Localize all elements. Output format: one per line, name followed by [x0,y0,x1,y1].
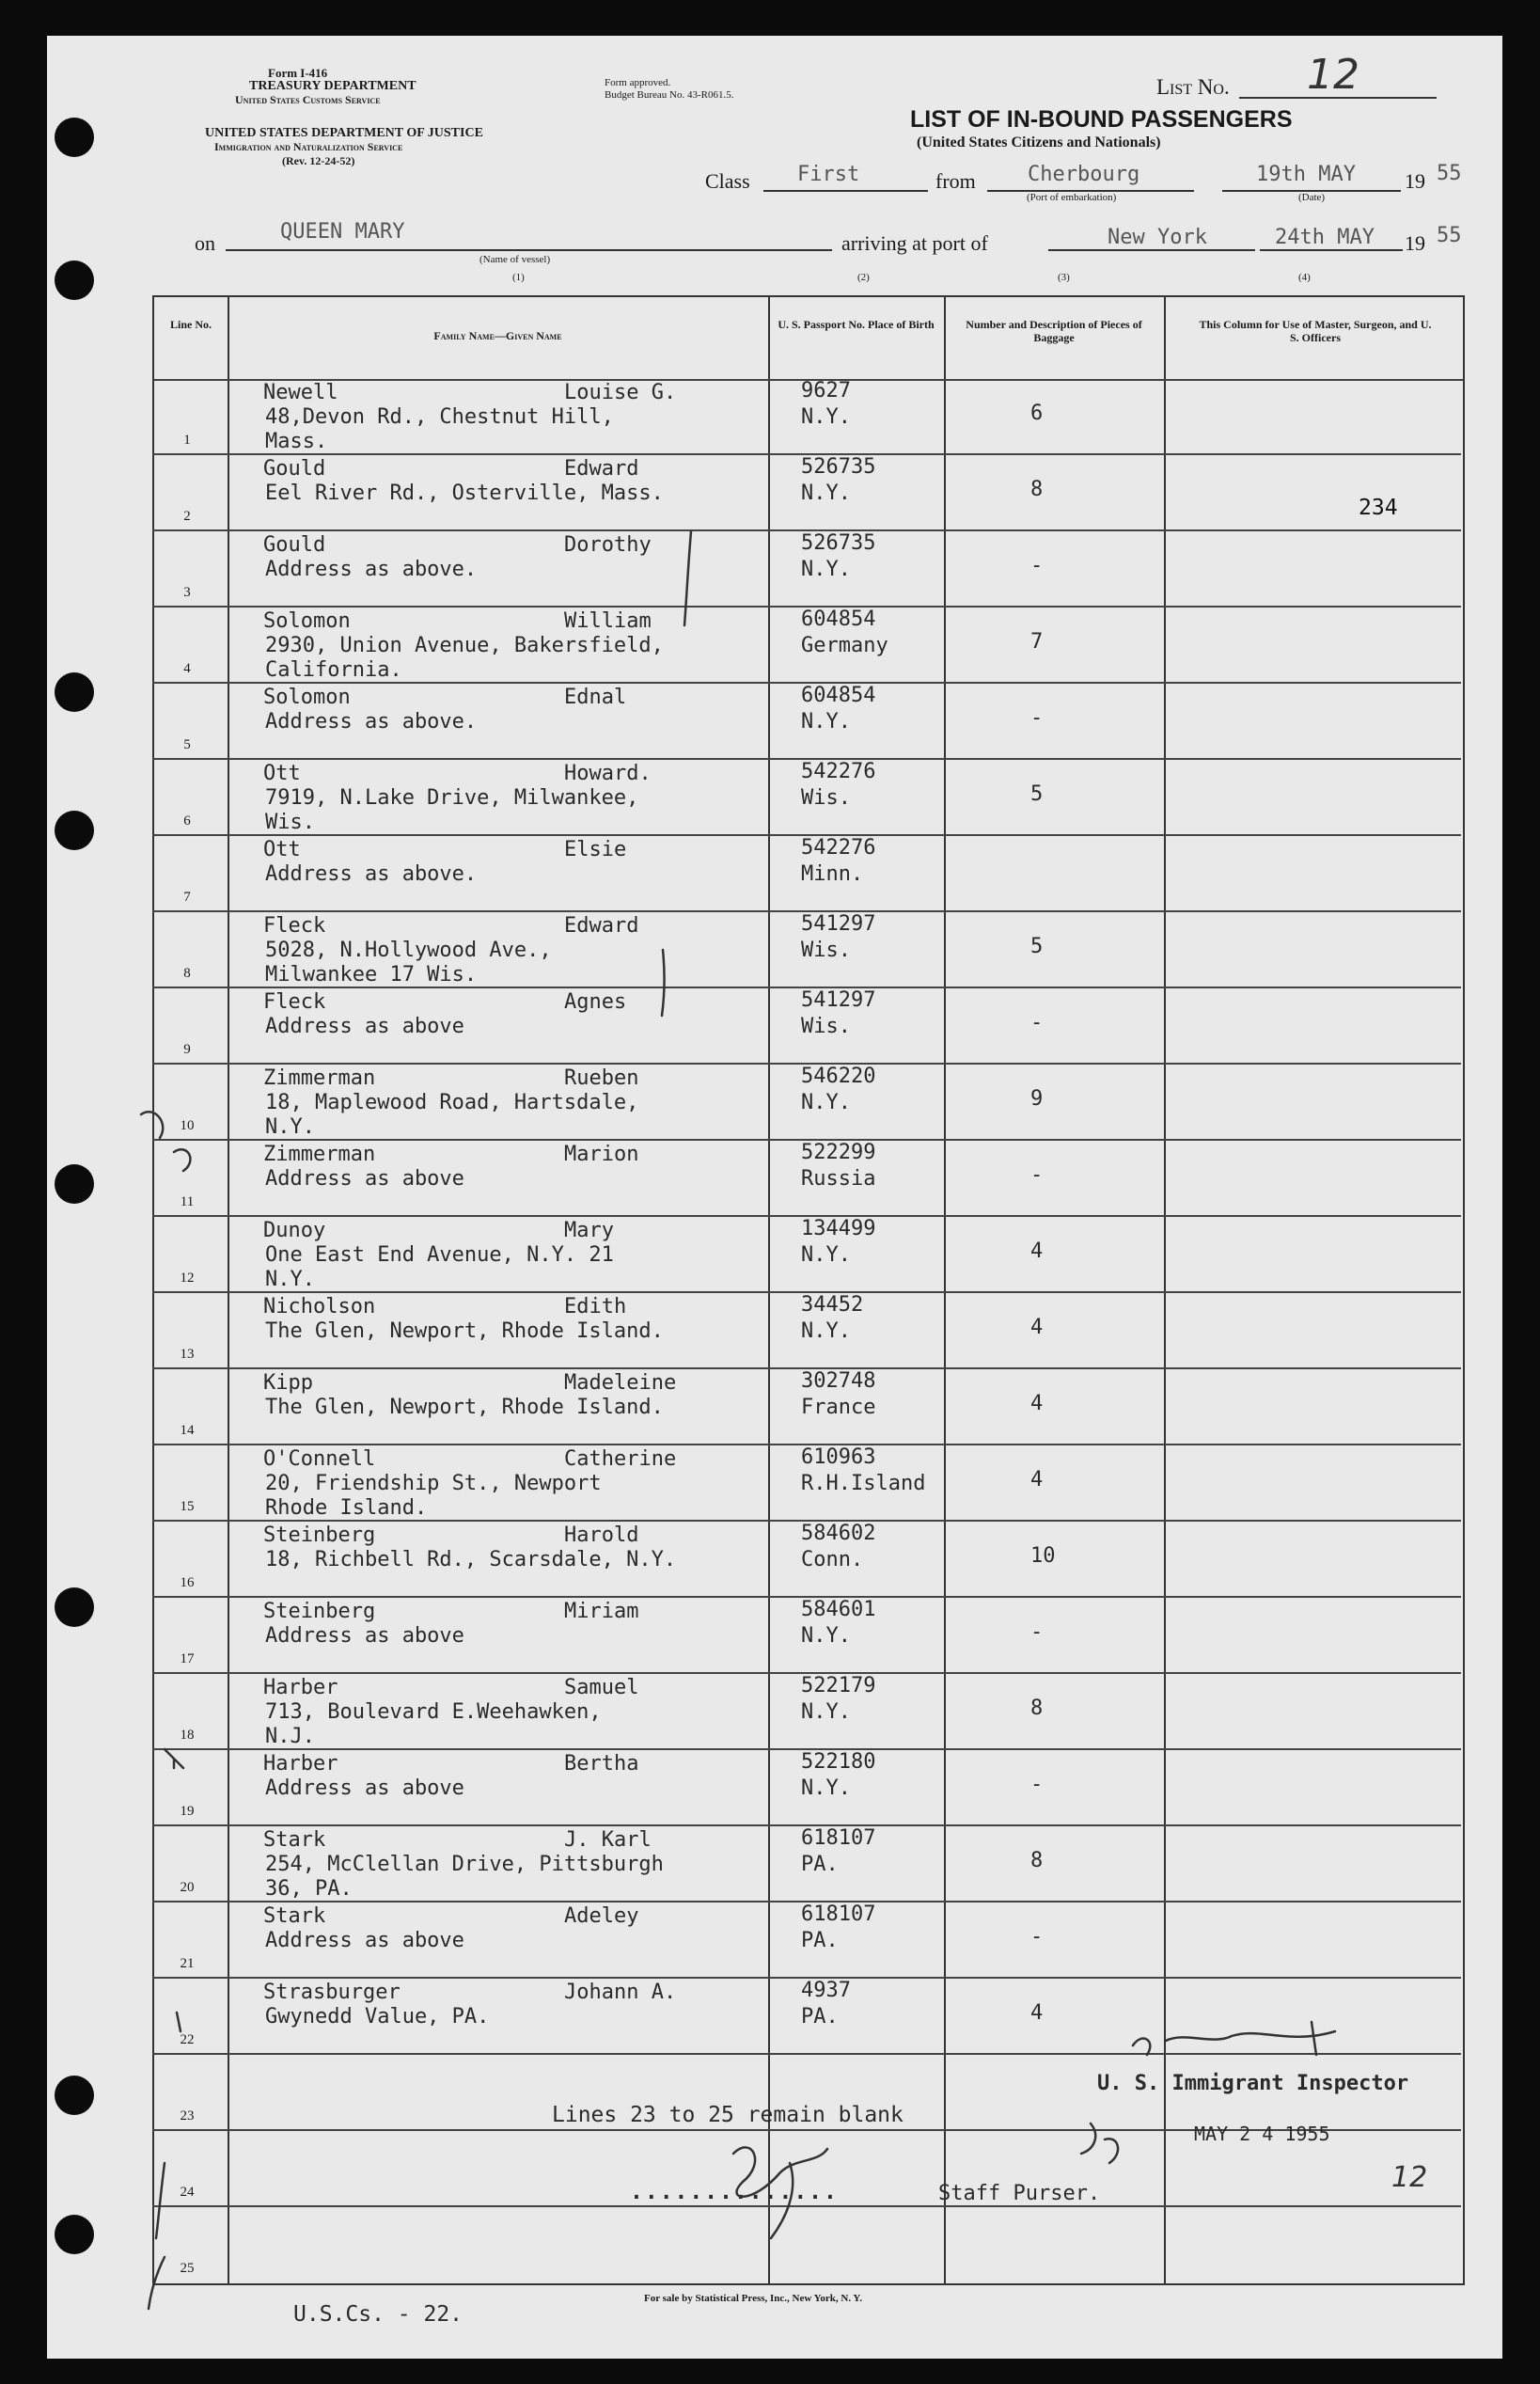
address-line-1: Gwynedd Value, PA. [265,2005,490,2029]
column-1: (1) [512,272,525,283]
check-mark [684,531,691,625]
given-name: Edward [564,914,639,938]
inspector-initials [1081,2123,1118,2163]
column-4: (4) [1298,272,1311,283]
year-value: 55 [1437,162,1462,185]
column-3: (3) [1058,272,1070,283]
line-number: 6 [183,813,191,829]
margin-tick [177,2013,181,2031]
address-line-1: 5028, N.Hollywood Ave., [265,939,552,962]
arrival-port: New York [1108,226,1207,249]
justice-department: UNITED STATES DEPARTMENT OF JUSTICE [205,126,483,140]
place-of-birth: Russia [801,1167,876,1191]
place-of-birth: N.Y. [801,558,851,581]
baggage-count: 4 [1030,1392,1044,1415]
address-line-2: Mass. [265,430,328,453]
revision: (Rev. 12-24-52) [282,154,355,167]
passport-number: 618107 [801,1826,876,1850]
baggage-count: 5 [1030,782,1044,806]
passport-number: 584602 [801,1522,876,1545]
line-number: 17 [180,1651,195,1666]
address-line-1: Address as above [265,1624,464,1648]
family-name: Steinberg [263,1524,376,1547]
treasury-department: TREASURY DEPARTMENT [249,79,416,93]
family-name: Fleck [263,990,326,1014]
passport-number: 542276 [801,836,876,860]
passport-number: 302748 [801,1369,876,1393]
address-line-1: 48,Devon Rd., Chestnut Hill, [265,405,614,429]
line-number: 21 [180,1956,195,1971]
place-of-birth: N.Y. [801,405,851,429]
given-name: Madeleine [564,1371,677,1395]
family-name: Gould [263,457,326,481]
address-line-1: 2930, Union Avenue, Bakersfield, [265,634,664,657]
margin-note [141,1112,190,1171]
year-prefix: 19 [1405,169,1425,193]
printer-credit: For sale by Statistical Press, Inc., New York, N. Y. [644,2293,863,2304]
family-name: Zimmerman [263,1066,376,1090]
address-line-1: Address as above [265,1167,464,1191]
form-subtitle: (United States Citizens and Nationals) [917,134,1161,150]
place-of-birth: N.Y. [801,1624,851,1648]
family-name: Fleck [263,914,326,938]
family-name: Strasburger [263,1981,401,2004]
address-line-2: Milwankee 17 Wis. [265,963,478,987]
family-name: Ott [263,838,301,861]
passport-number: 4937 [801,1979,851,2002]
form-approved: Form approved. [605,77,671,88]
baggage-count: - [1030,554,1044,577]
line-number: 14 [180,1423,195,1438]
given-name: Samuel [564,1676,639,1699]
address-line-1: Address as above. [265,710,478,734]
place-of-birth: N.Y. [801,1700,851,1724]
budget-bureau: Budget Bureau No. 43-R061.5. [605,89,734,101]
passport-number: 526735 [801,531,876,555]
place-of-birth: N.Y. [801,1319,851,1343]
place-of-birth: N.Y. [801,710,851,734]
remain-blank-note: Lines 23 to 25 remain blank [552,2103,904,2127]
port-label: (Port of embarkation) [1027,192,1117,203]
baggage-count: - [1030,1773,1044,1796]
place-of-birth: R.H.Island [801,1472,926,1495]
passport-number: 546220 [801,1065,876,1088]
passport-number: 522180 [801,1750,876,1774]
given-name: Adeley [564,1904,639,1928]
family-name: Newell [263,381,338,404]
given-name: Marion [564,1143,639,1166]
line-number: 15 [180,1499,195,1514]
line-number: 1 [183,433,191,448]
place-of-birth: Wis. [801,786,851,810]
given-name: Miriam [564,1600,639,1623]
address-line-2: Wis. [265,811,315,834]
passport-number: 610963 [801,1445,876,1469]
place-of-birth: PA. [801,1929,839,1952]
line-number: 7 [183,890,191,905]
given-name: Elsie [564,838,627,861]
family-name: O'Connell [263,1447,376,1471]
passport-number: 541297 [801,912,876,936]
baggage-count: 8 [1030,478,1044,501]
baggage-count: 4 [1030,1239,1044,1263]
arriving-label: arriving at port of [841,231,988,255]
line-number: 20 [180,1880,195,1895]
purser-label: Staff Purser. [938,2182,1101,2205]
purser-dots: .............. [630,2180,839,2204]
place-of-birth: N.Y. [801,1091,851,1114]
address-line-1: 713, Boulevard E.Weehawken, [265,1700,602,1724]
given-name: Mary [564,1219,614,1242]
place-of-birth: Wis. [801,939,851,962]
header-passport: U. S. Passport No. Place of Birth [778,318,935,331]
address-line-1: 18, Richbell Rd., Scarsdale, N.Y. [265,1548,677,1571]
given-name: William [564,609,652,633]
header-line-no: Line No. [169,318,212,331]
list-no-value: 12 [1307,51,1359,99]
line-number: 16 [180,1575,195,1590]
vessel-label: (Name of vessel) [479,254,551,265]
baggage-count: - [1030,1163,1044,1187]
place-of-birth: N.Y. [801,1243,851,1267]
margin-mark [149,2163,165,2309]
address-line-1: 7919, N.Lake Drive, Milwankee, [265,786,639,810]
family-name: Stark [263,1904,326,1928]
immigration-service: Immigration and Naturalization Service [214,140,403,153]
place-of-birth: Germany [801,634,888,657]
given-name: Ednal [564,686,627,709]
baggage-count: - [1030,1011,1044,1034]
line-number: 25 [180,2261,195,2276]
given-name: Bertha [564,1752,639,1776]
family-name: Zimmerman [263,1143,376,1166]
passport-number: 522179 [801,1674,876,1697]
baggage-count: 6 [1030,402,1044,425]
given-name: Johann A. [564,1981,677,2004]
place-of-birth: N.Y. [801,1776,851,1800]
on-label: on [195,231,215,255]
line-number: 3 [183,585,191,600]
place-of-birth: Wis. [801,1015,851,1038]
given-name: Catherine [564,1447,677,1471]
arrival-date: 24th MAY [1275,226,1375,249]
family-name: Kipp [263,1371,313,1395]
address-line-1: Address as above [265,1015,464,1038]
address-line-2: Rhode Island. [265,1496,428,1520]
baggage-count: 4 [1030,2001,1044,2025]
passport-number: 542276 [801,760,876,783]
address-line-2: N.Y. [265,1115,315,1139]
officer-note: 234 [1359,496,1398,520]
baggage-count: 8 [1030,1697,1044,1720]
line-number: 19 [180,1804,195,1819]
family-name: Ott [263,762,301,785]
given-name: Edward [564,457,639,481]
address-line-1: 254, McClellan Drive, Pittsburgh [265,1853,664,1876]
check-mark [662,950,665,1016]
address-line-1: 18, Maplewood Road, Hartsdale, [265,1091,639,1114]
family-name: Dunoy [263,1219,326,1242]
given-name: Howard. [564,762,652,785]
customs-service: United States Customs Service [235,93,381,106]
address-line-2: 36, PA. [265,1877,353,1901]
family-name: Gould [263,533,326,557]
address-line-1: Address as above. [265,558,478,581]
column-2: (2) [857,272,870,283]
form-code: U.S.Cs. - 22. [293,2302,464,2327]
given-name: Dorothy [564,533,652,557]
from-label: from [935,169,976,193]
address-line-1: Address as above. [265,862,478,886]
passport-number: 604854 [801,684,876,707]
line-number: 18 [180,1728,195,1743]
given-name: J. Karl [564,1828,652,1852]
class-label: Class [705,169,750,193]
baggage-count: - [1030,706,1044,730]
family-name: Solomon [263,686,351,709]
place-of-birth: N.Y. [801,482,851,505]
form-title: LIST OF IN-BOUND PASSENGERS [910,106,1293,133]
line-number: 12 [180,1271,195,1286]
given-name: Edith [564,1295,627,1318]
arrival-year: 55 [1437,224,1462,247]
family-name: Solomon [263,609,351,633]
handwritten-list-no: 12 [1391,2161,1428,2194]
address-line-1: Eel River Rd., Osterville, Mass. [265,482,664,505]
baggage-count: 9 [1030,1087,1044,1111]
departure-date: 19th MAY [1256,163,1356,186]
family-name: Harber [263,1752,338,1776]
given-name: Agnes [564,990,627,1014]
header-baggage: Number and Description of Pieces of Baggage [966,318,1142,344]
passport-number: 9627 [801,379,851,403]
line-number: 23 [180,2108,195,2123]
address-line-1: Address as above [265,1929,464,1952]
line-number: 9 [183,1042,191,1057]
address-line-1: 20, Friendship St., Newport [265,1472,602,1495]
address-line-1: The Glen, Newport, Rhode Island. [265,1319,664,1343]
baggage-count: 8 [1030,1849,1044,1872]
address-line-2: N.Y. [265,1268,315,1291]
margin-cross [165,1749,183,1768]
line-number: 13 [180,1347,195,1362]
passport-number: 618107 [801,1902,876,1926]
class-value: First [797,163,860,186]
passport-number: 604854 [801,608,876,631]
header-officers: This Column for Use of Master, Surgeon, and U. S. Officers [1199,318,1432,344]
passport-number: 584601 [801,1598,876,1621]
family-name: Nicholson [263,1295,376,1318]
family-name: Harber [263,1676,338,1699]
line-number: 8 [183,966,191,981]
form-number: Form I-416 [268,66,328,80]
vessel-name: QUEEN MARY [280,220,405,244]
line-number: 4 [183,661,191,676]
inspector-signature [1133,2022,1335,2055]
place-of-birth: Conn. [801,1548,864,1571]
baggage-count: - [1030,1925,1044,1949]
address-line-2: N.J. [265,1725,315,1748]
arrival-year-prefix: 19 [1405,231,1425,255]
family-name: Steinberg [263,1600,376,1623]
place-of-birth: PA. [801,1853,839,1876]
baggage-count: 7 [1030,630,1044,654]
list-no-label: List No. [1156,75,1230,99]
line-number: 5 [183,737,191,752]
address-line-2: California. [265,658,402,682]
address-line-1: One East End Avenue, N.Y. 21 [265,1243,614,1267]
given-name: Louise G. [564,381,677,404]
line-number: 10 [180,1118,195,1133]
baggage-count: 4 [1030,1468,1044,1492]
baggage-count: 5 [1030,935,1044,958]
baggage-count: 10 [1030,1544,1056,1568]
inspector-label: U. S. Immigrant Inspector [1097,2072,1409,2095]
given-name: Harold [564,1524,639,1547]
purser-signature [733,2147,827,2238]
from-value: Cherbourg [1028,163,1140,186]
line-number: 11 [180,1194,195,1209]
baggage-count: 4 [1030,1316,1044,1339]
line-number: 24 [180,2185,195,2200]
passport-number: 134499 [801,1217,876,1240]
place-of-birth: PA. [801,2005,839,2029]
line-number: 2 [183,509,191,524]
given-name: Rueben [564,1066,639,1090]
header-name: Family Name—Given Name [433,329,562,342]
place-of-birth: Minn. [801,862,864,886]
date-label: (Date) [1298,192,1326,203]
passport-number: 541297 [801,988,876,1012]
address-line-1: Address as above [265,1776,464,1800]
passport-number: 526735 [801,455,876,479]
place-of-birth: France [801,1396,876,1419]
line-number: 22 [180,2032,195,2047]
stamp-date: MAY 2 4 1955 [1194,2123,1330,2145]
passport-number: 522299 [801,1141,876,1164]
passport-number: 34452 [801,1293,864,1317]
baggage-count: - [1030,1620,1044,1644]
family-name: Stark [263,1828,326,1852]
address-line-1: The Glen, Newport, Rhode Island. [265,1396,664,1419]
